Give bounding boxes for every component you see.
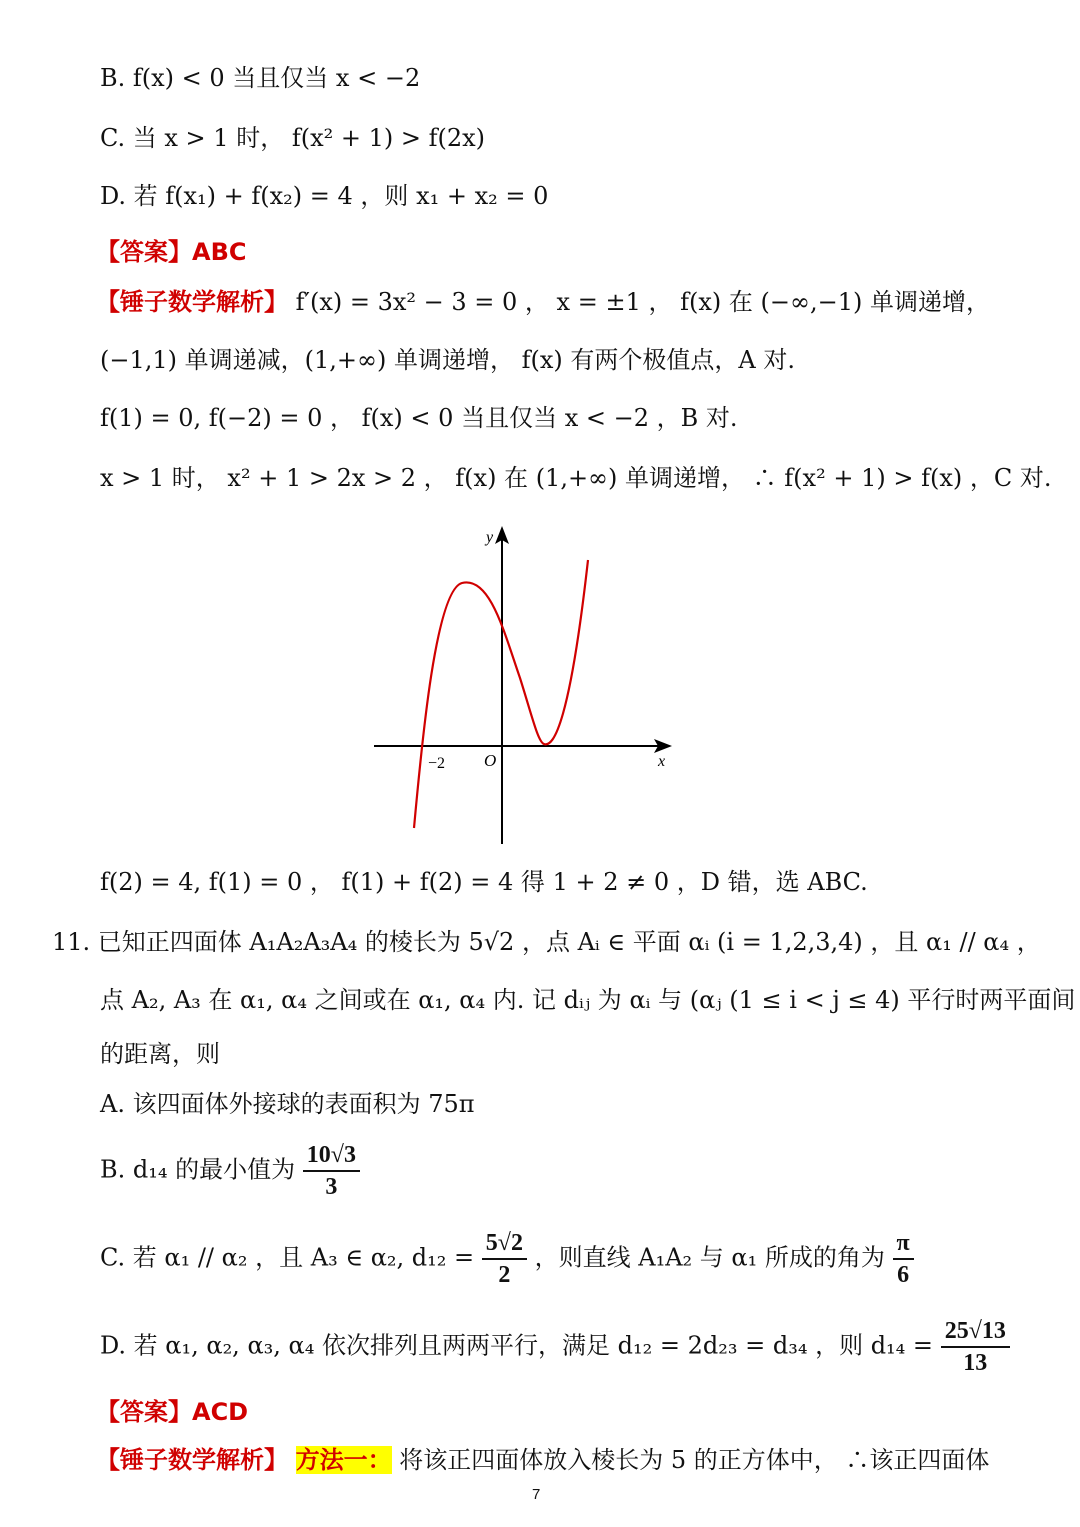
q11-option-d-fraction bbox=[941, 1316, 1010, 1378]
analysis-1-line-5: f(2) = 4, f(1) = 0 ， f(1) + f(2) = 4 得 1 + 2 ≠ 0 ，D 错，选 ABC. bbox=[100, 868, 868, 896]
y-axis bbox=[495, 526, 509, 844]
fraction-denominator: 3 bbox=[325, 1174, 338, 1200]
fraction-numerator: 10√3 bbox=[303, 1140, 360, 1172]
q11-option-c-mid: ，则直线 A₁A₂ 与 α₁ 所成的角为 bbox=[534, 1243, 885, 1272]
function-graph bbox=[360, 520, 690, 850]
q11-line-1: 11. 已知正四面体 A₁A₂A₃A₄ 的棱长为 5√2 ，点 Aᵢ ∈ 平面 αᵢ (i = 1,2,3,4) ，且 α₁ // α₄ ， bbox=[52, 928, 1041, 956]
q11-option-c-fraction bbox=[482, 1228, 527, 1290]
q11-option-b-text: B. d₁₄ 的最小值为 bbox=[100, 1155, 296, 1184]
fraction-numerator: π bbox=[893, 1228, 914, 1260]
analysis-1-line-3: f(1) = 0, f(−2) = 0 ， f(x) < 0 当且仅当 x < −2 ，B 对. bbox=[100, 404, 738, 432]
page-number: 7 bbox=[532, 1486, 541, 1503]
q11-option-d bbox=[100, 1316, 1010, 1378]
analysis-2-tag: 【锤子数学解析】 bbox=[96, 1446, 288, 1474]
analysis-1-line-2: (−1,1) 单调递减，(1,+∞) 单调递增， f(x) 有两个极值点，A 对. bbox=[100, 346, 795, 374]
origin-label: O bbox=[484, 751, 497, 770]
q11-option-c bbox=[100, 1228, 914, 1290]
fraction-denominator: 2 bbox=[498, 1262, 511, 1288]
tick-label-neg2: −2 bbox=[428, 755, 446, 772]
method-one-highlight: 方法一： bbox=[295, 1446, 392, 1474]
q11-option-c-text: C. 若 α₁ // α₂ ，且 A₃ ∈ α₂, d₁₂ = bbox=[100, 1243, 475, 1272]
analysis-2-text: 将该正四面体放入棱长为 5 的正方体中， ∴该正四面体 bbox=[399, 1446, 990, 1474]
q11-option-b bbox=[100, 1140, 360, 1202]
analysis-2-line-1 bbox=[96, 1444, 989, 1476]
x-axis-label: x bbox=[658, 753, 666, 770]
q11-option-c-angle bbox=[893, 1228, 914, 1290]
answer-1: 【答案】ABC bbox=[96, 238, 247, 266]
fraction-numerator: 5√2 bbox=[482, 1228, 527, 1260]
answer-2: 【答案】ACD bbox=[96, 1398, 249, 1426]
analysis-1-text: f′(x) = 3x² − 3 = 0 ， x = ±1 ， f(x) 在 (−∞,−1) 单调递增， bbox=[295, 288, 990, 316]
option-b: B. f(x) < 0 当且仅当 x < −2 bbox=[100, 64, 421, 92]
q11-line-3: 的距离，则 bbox=[100, 1040, 220, 1068]
option-d: D. 若 f(x₁) + f(x₂) = 4 ，则 x₁ + x₂ = 0 bbox=[100, 182, 549, 210]
q11-line-2: 点 A₂, A₃ 在 α₁, α₄ 之间或在 α₁, α₄ 内. 记 dᵢⱼ 为 αᵢ 与 (αⱼ (1 ≤ i < j ≤ 4) 平行时两平面间 bbox=[100, 986, 1076, 1014]
y-axis-label: y bbox=[486, 529, 494, 546]
x-axis bbox=[374, 739, 672, 753]
option-c: C. 当 x > 1 时， f(x² + 1) > f(2x) bbox=[100, 124, 486, 152]
analysis-1-tag: 【锤子数学解析】 bbox=[96, 288, 288, 316]
fraction-denominator: 13 bbox=[963, 1350, 988, 1376]
q11-option-d-text: D. 若 α₁, α₂, α₃, α₄ 依次排列且两两平行，满足 d₁₂ = 2d₂₃ = d₃₄ ，则 d₁₄ = bbox=[100, 1331, 934, 1360]
analysis-1-line-1 bbox=[96, 286, 990, 318]
fraction-denominator: 6 bbox=[897, 1262, 910, 1288]
q11-option-b-fraction bbox=[303, 1140, 360, 1202]
analysis-1-line-4: x > 1 时， x² + 1 > 2x > 2 ， f(x) 在 (1,+∞) 单调递增， ∴ f(x² + 1) > f(x) ，C 对. bbox=[100, 464, 1052, 492]
fraction-numerator: 25√13 bbox=[941, 1316, 1010, 1348]
q11-option-a: A. 该四面体外接球的表面积为 75π bbox=[100, 1090, 475, 1118]
